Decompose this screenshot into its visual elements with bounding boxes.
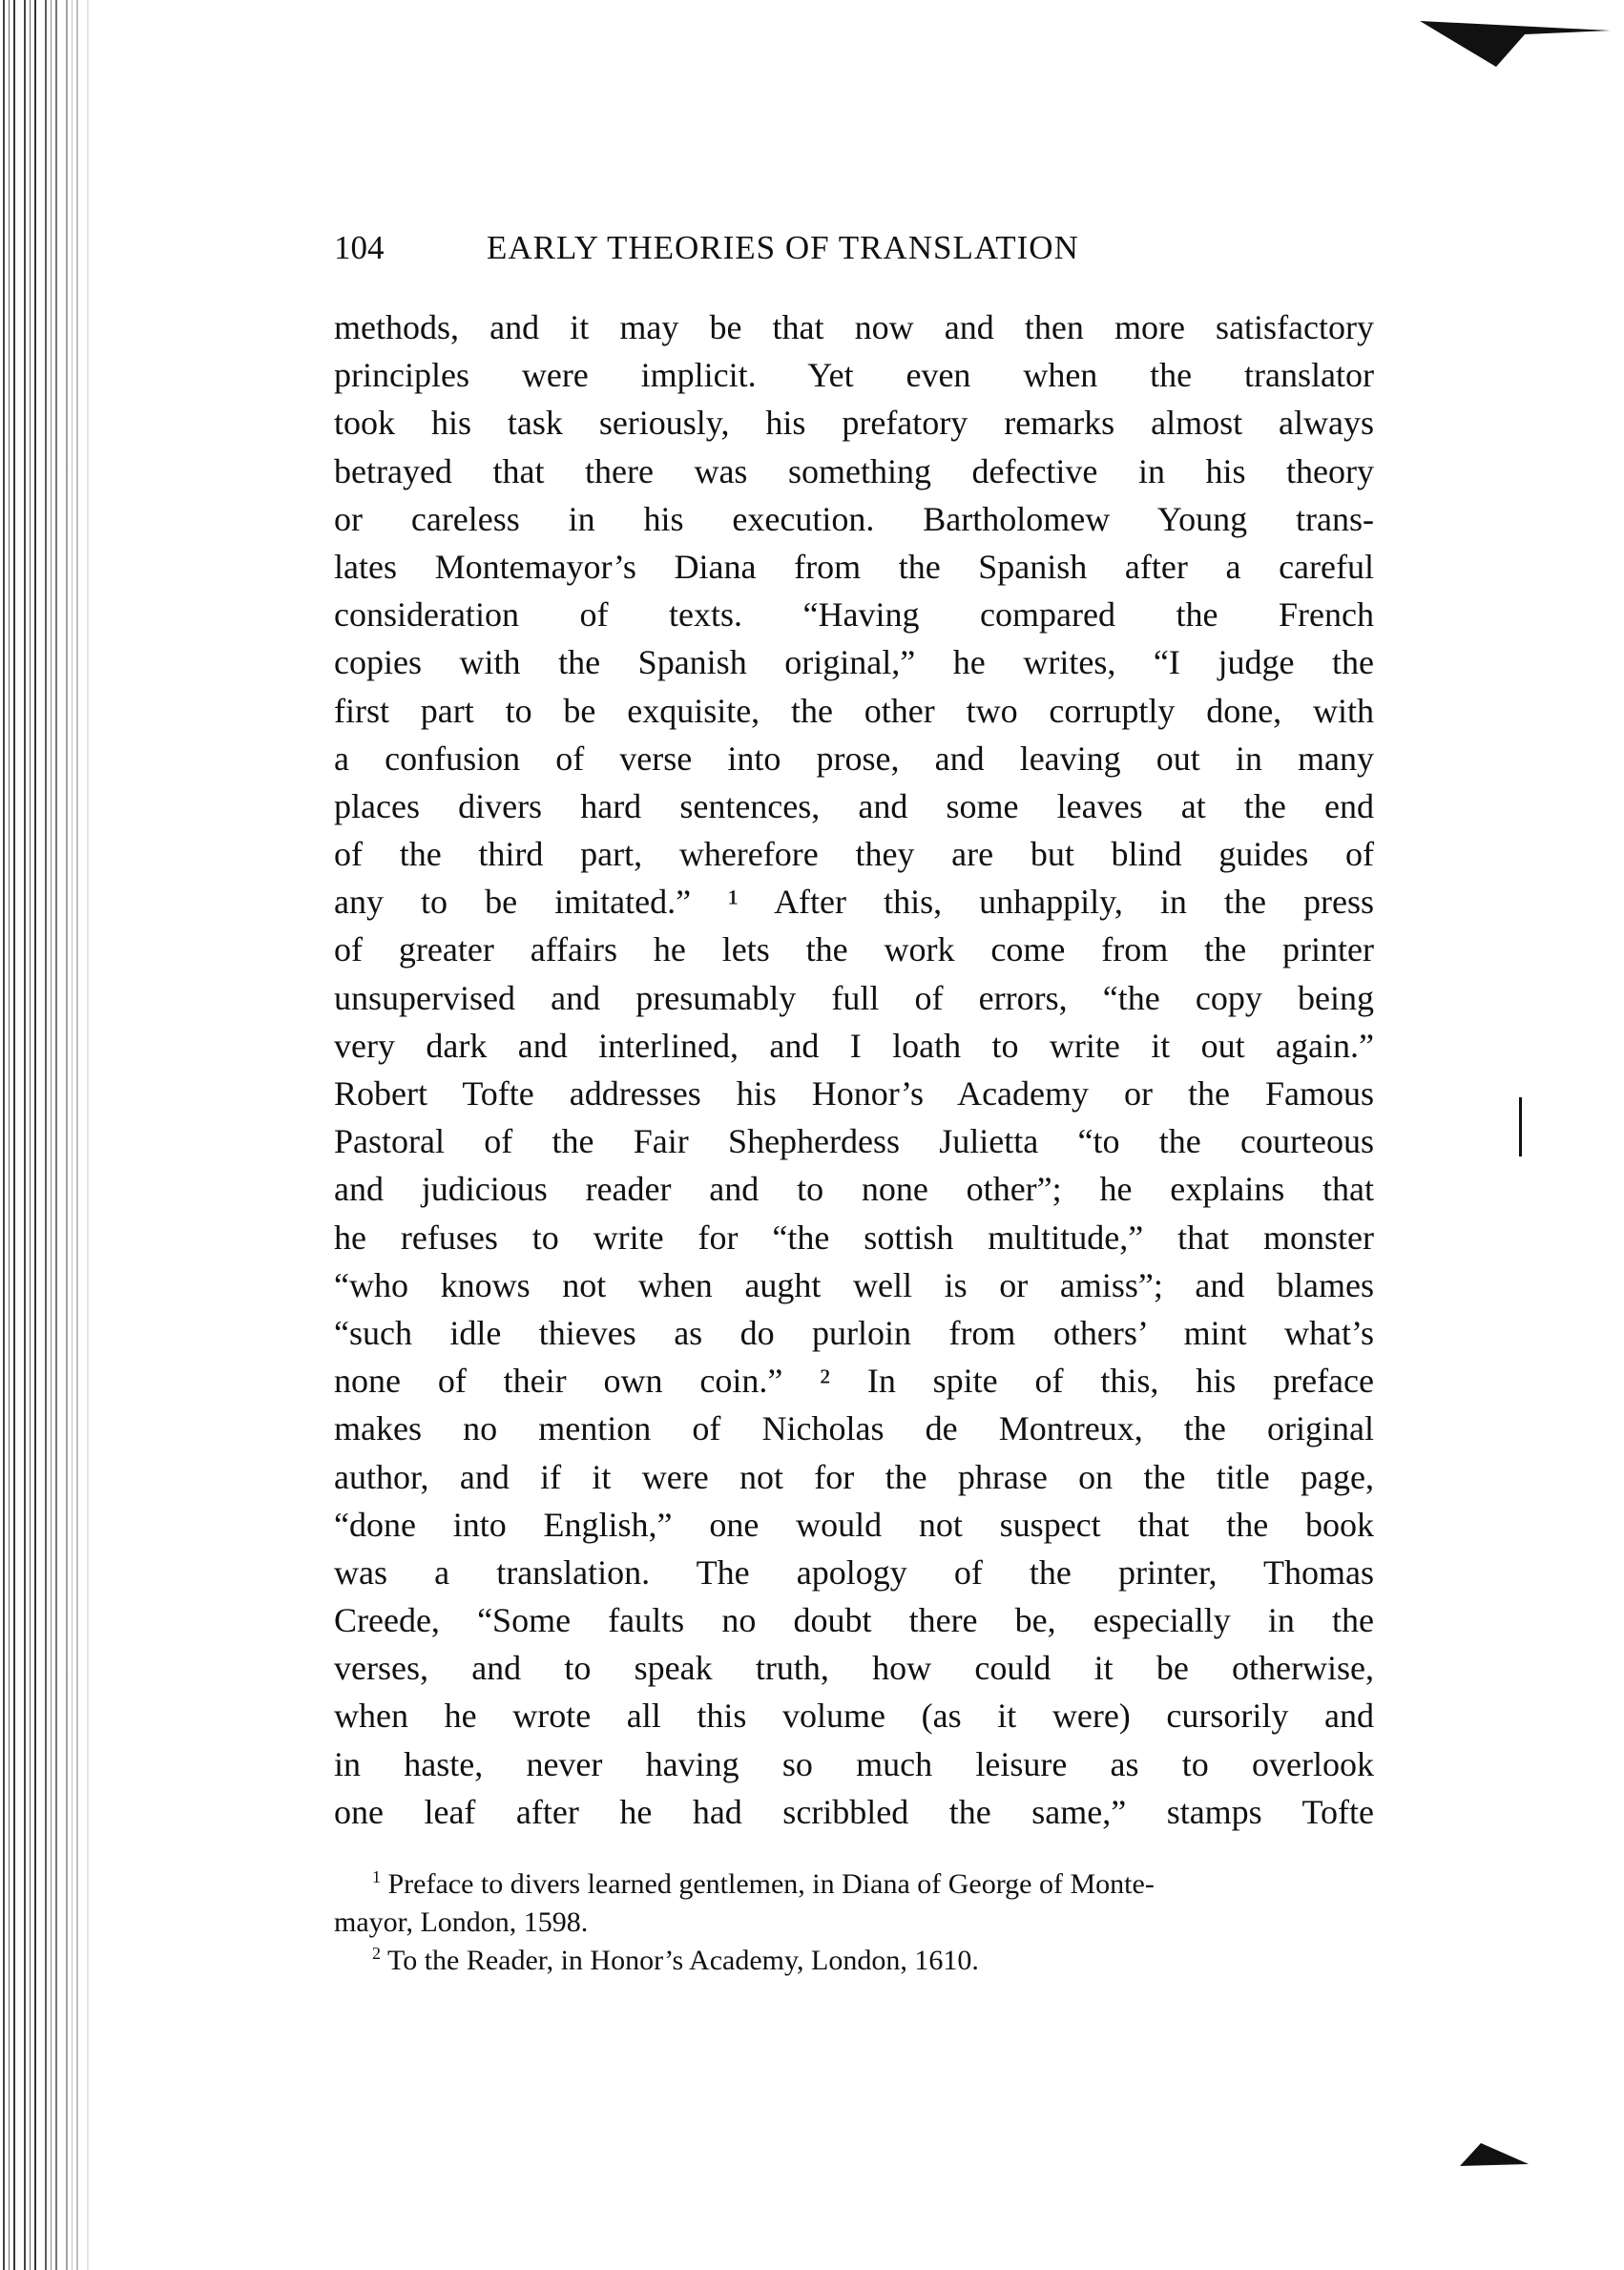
footnote-text: To the Reader, in Honor’s Academy, London, 1610. — [386, 1945, 979, 1976]
text-line: or careless in his execution. Bartholomew Young trans- — [334, 499, 1374, 538]
text-line: none of their own coin.” ² In spite of this, his preface — [334, 1362, 1374, 1401]
text-line: places divers hard sentences, and some leaves at the end — [334, 786, 1374, 825]
text-line: took his task seriously, his prefatory remarks almost always — [334, 404, 1374, 443]
text-line: first part to be exquisite, the other two corruptly done, with — [334, 691, 1374, 730]
page-corner-mark-icon — [1460, 2135, 1529, 2174]
page-turn-arrow-icon — [1420, 13, 1611, 71]
text-line: betrayed that there was something defective in his theory — [334, 451, 1374, 490]
text-line: Robert Tofte addresses his Honor’s Academy or the Famous — [334, 1074, 1374, 1113]
text-line: a confusion of verse into prose, and leaving out in many — [334, 739, 1374, 778]
text-line: unsupervised and presumably full of errors, “the copy being — [334, 978, 1374, 1017]
footnote-text: Preface to divers learned gentlemen, in Diana of George of Monte- — [387, 1868, 1155, 1900]
text-line: in haste, never having so much leisure as to overlook — [334, 1744, 1374, 1783]
text-line: he refuses to write for “the sottish multitude,” that monster — [334, 1218, 1374, 1257]
running-title: EARLY THEORIES OF TRANSLATION — [487, 229, 1079, 266]
text-line: author, and if it were not for the phrase on the title page, — [334, 1457, 1374, 1496]
text-line: “such idle thieves as do purloin from others’ mint what’s — [334, 1313, 1374, 1352]
text-line: of the third part, wherefore they are but blind guides of — [334, 835, 1374, 874]
text-line: Creede, “Some faults no doubt there be, especially in the — [334, 1601, 1374, 1640]
text-line: and judicious reader and to none other”; he explains that — [334, 1170, 1374, 1209]
text-line: any to be imitated.” ¹ After this, unhappily, in the press — [334, 883, 1374, 922]
footnote — [334, 1942, 1374, 1980]
text-line: copies with the Spanish original,” he writes, “I judge the — [334, 643, 1374, 682]
scan-gutter-fade — [38, 0, 95, 2270]
footnote-mark: 2 — [372, 1944, 381, 1963]
text-line: “who knows not when aught well is or amiss”; and blames — [334, 1265, 1374, 1304]
margin-mark — [1519, 1097, 1522, 1156]
page-number: 104 — [334, 229, 385, 266]
text-line: “done into English,” one would not suspect that the book — [334, 1505, 1374, 1544]
text-line: consideration of texts. “Having compared the French — [334, 595, 1374, 635]
footnote-mark: 1 — [372, 1867, 381, 1886]
text-line: verses, and to speak truth, how could it be otherwise, — [334, 1649, 1374, 1688]
footnote — [334, 1865, 1374, 1904]
text-line: principles were implicit. Yet even when the translator — [334, 356, 1374, 395]
footnotes — [334, 1865, 1374, 1980]
footnote-continuation: mayor, London, 1598. — [334, 1906, 589, 1938]
text-line: one leaf after he had scribbled the same,” stamps Tofte — [334, 1792, 1374, 1831]
text-line: was a translation. The apology of the printer, Thomas — [334, 1552, 1374, 1592]
text-line: makes no mention of Nicholas de Montreux, the original — [334, 1409, 1374, 1448]
text-line: Pastoral of the Fair Shepherdess Julietta “to the courteous — [334, 1122, 1374, 1161]
running-head — [334, 229, 1374, 277]
text-line: lates Montemayor’s Diana from the Spanish after a careful — [334, 547, 1374, 586]
text-line: of greater affairs he lets the work come from the printer — [334, 930, 1374, 969]
text-line: when he wrote all this volume (as it were) cursorily and — [334, 1697, 1374, 1736]
text-line: very dark and interlined, and I loath to write it out again.” — [334, 1026, 1374, 1065]
text-line: methods, and it may be that now and then more satisfactory — [334, 308, 1374, 346]
body-text — [334, 303, 1374, 1836]
